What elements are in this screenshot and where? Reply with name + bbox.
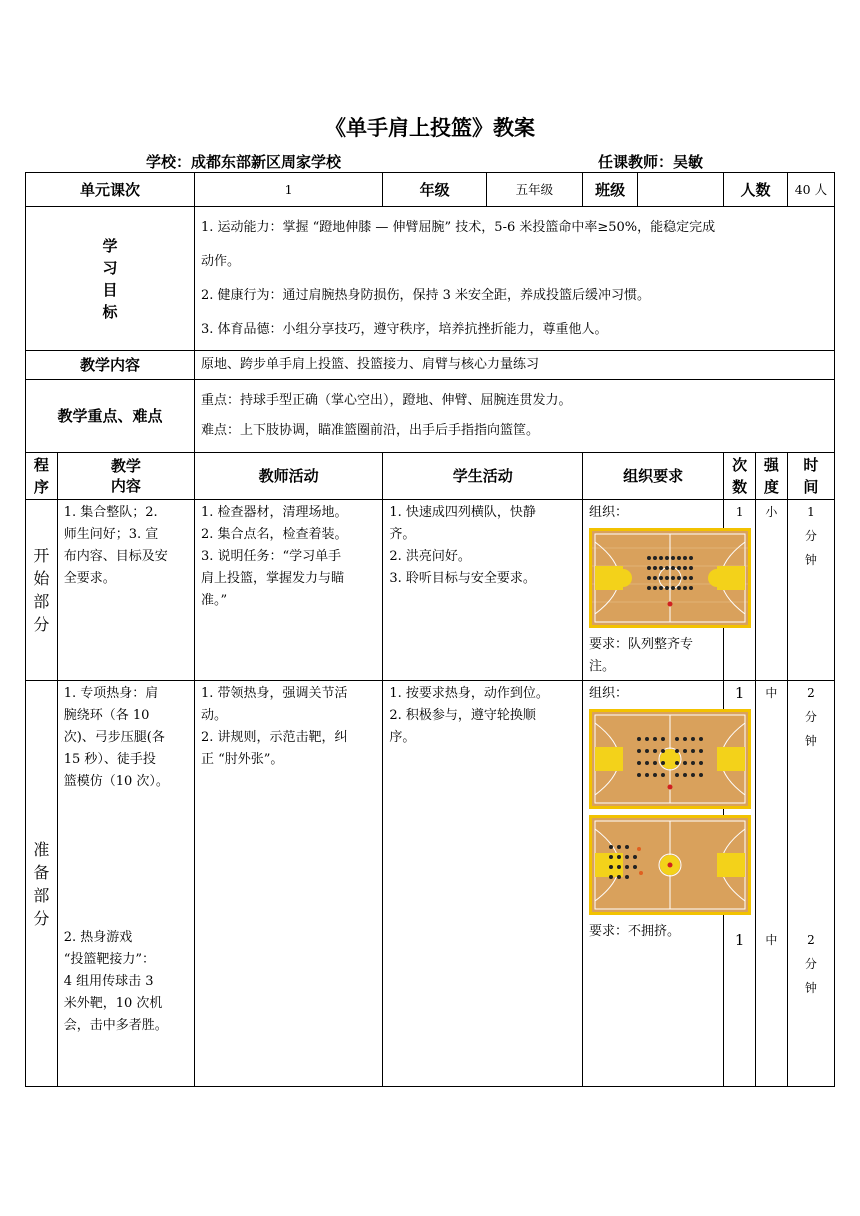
col-procedure: 程 序 bbox=[26, 453, 58, 500]
count-label: 人数 bbox=[724, 173, 787, 207]
teacher-marker bbox=[668, 602, 673, 607]
section-prep: 准 备 部 分 bbox=[26, 681, 58, 1087]
grade-value: 五年级 bbox=[486, 173, 582, 207]
start-org: 组织： 要求：队列整齐专注。 bbox=[583, 500, 724, 681]
prep-intensity: 中 中 bbox=[756, 681, 788, 1087]
prep-org: 组织： 要求：不拥挤。 bbox=[583, 681, 724, 1087]
prep-student: 1. 按要求热身，动作到位。 2. 积极参与，遵守轮换顺 序。 bbox=[383, 681, 583, 1087]
start-content: 1. 集合整队；2. 师生问好；3. 宣 布内容、目标及安 全要求。 bbox=[57, 500, 194, 681]
unit-label: 单元课次 bbox=[26, 173, 195, 207]
start-time: 1 分 钟 bbox=[787, 500, 834, 681]
prep-content: 1. 专项热身：肩 腕绕环（各 10 次)、弓步压腿(各 15 秒）、徒手投 篮模仿（10 次）。 2. 热身游戏 “投篮靶接力”： 4 组用传球击 3 米外靶，10 次机 会，击中多者胜。 bbox=[57, 681, 194, 1087]
class-label: 班级 bbox=[583, 173, 638, 207]
class-value bbox=[638, 173, 724, 207]
col-content: 教学 内容 bbox=[57, 453, 194, 500]
prep-time: 2 分 钟 2 分 钟 bbox=[787, 681, 834, 1087]
start-times: 1 bbox=[724, 500, 756, 681]
school-name: 学校：成都东部新区周家学校 bbox=[146, 153, 342, 171]
prep-times: 1 1 bbox=[724, 681, 756, 1087]
col-student: 学生活动 bbox=[383, 453, 583, 500]
col-times: 次 数 bbox=[724, 453, 756, 500]
unit-value: 1 bbox=[194, 173, 382, 207]
teacher-name: 任课教师：吴敏 bbox=[598, 153, 704, 171]
col-org: 组织要求 bbox=[583, 453, 724, 500]
col-intensity: 强 度 bbox=[756, 453, 788, 500]
prep-teacher: 1. 带领热身，强调关节活 动。 2. 讲规则，示范击靶，纠 正 “肘外张”。 bbox=[194, 681, 382, 1087]
page-title: 《单手肩上投篮》教案 bbox=[325, 116, 535, 140]
lesson-plan-table bbox=[25, 172, 835, 1087]
content-label: 教学内容 bbox=[26, 351, 195, 380]
court-diagram-start bbox=[589, 528, 751, 628]
content-value: 原地、跨步单手肩上投篮、投篮接力、肩臂与核心力量练习 bbox=[194, 351, 834, 380]
count-value: 40 人 bbox=[787, 173, 834, 207]
keypoints-text: 重点：持球手型正确（掌心空出），蹬地、伸臂、屈腕连贯发力。 难点：上下肢协调，瞄准篮圈前沿，出手后手指指向篮筐。 bbox=[194, 380, 834, 453]
start-intensity: 小 bbox=[756, 500, 788, 681]
goals-text: 1. 运动能力：掌握 “蹬地伸膝 — 伸臂屈腕” 技术，5-6 米投篮命中率≥50%，能稳定完成 动作。 2. 健康行为：通过肩腕热身防损伤，保持 3 米安全距，养成投篮后缓冲习惯。 3. 体育品德：小组分享技巧，遵守秩序，培养抗挫折能力，尊重他人。 bbox=[194, 207, 834, 351]
section-start: 开 始 部 分 bbox=[26, 500, 58, 681]
goals-label: 学 习 目 标 bbox=[26, 207, 195, 351]
col-teacher: 教师活动 bbox=[194, 453, 382, 500]
start-student: 1. 快速成四列横队，快静 齐。 2. 洪亮问好。 3. 聆听目标与安全要求。 bbox=[383, 500, 583, 681]
start-teacher: 1. 检查器材，清理场地。 2. 集合点名，检查着装。 3. 说明任务：“学习单手 肩上投篮，掌握发力与瞄 准。” bbox=[194, 500, 382, 681]
grade-label: 年级 bbox=[383, 173, 486, 207]
col-time: 时 间 bbox=[787, 453, 834, 500]
keypoints-label: 教学重点、难点 bbox=[26, 380, 195, 453]
